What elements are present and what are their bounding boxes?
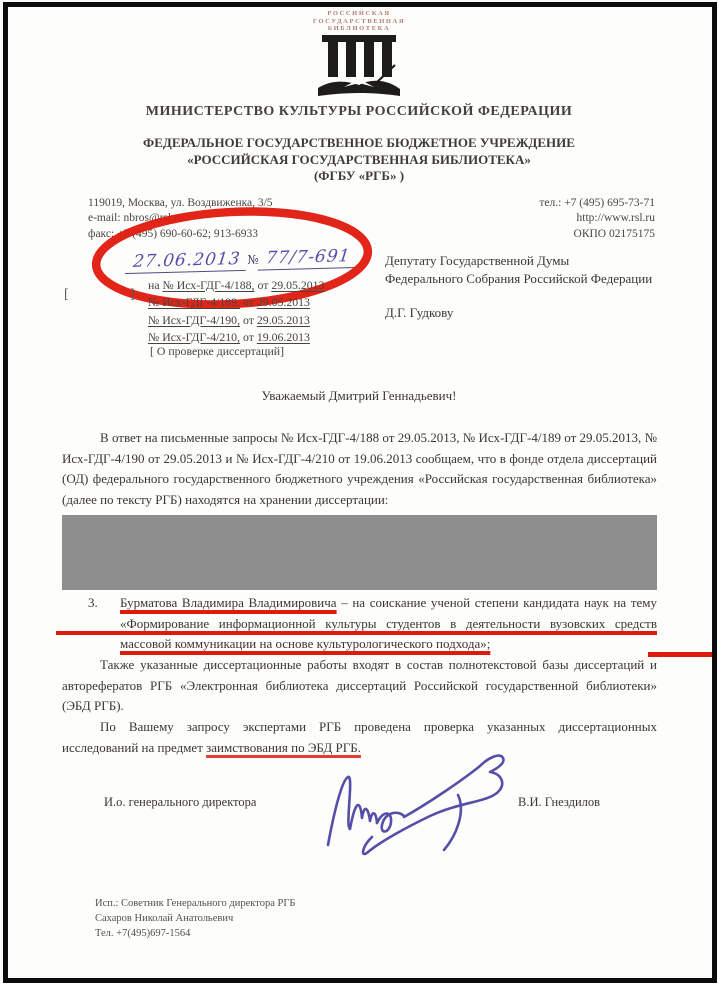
reference-line: № Исх-ГДГ-4/210, от 19.06.2013 — [148, 329, 310, 344]
fax-line: факс: +7 (495) 690-60-62; 913-6933 — [88, 227, 258, 240]
email-line: e-mail: nbros@rsl.ru — [88, 212, 184, 225]
paragraph-3-marked: заимствования по ЭБД РГБ. — [206, 739, 361, 755]
contact-block-right — [539, 196, 655, 242]
executor-position: Исп.: Советник Генерального директора РГБ — [95, 898, 296, 909]
phone-line: тел.: +7 (495) 695-73-71 — [539, 197, 655, 209]
signer-position: И.о. генерального директора — [104, 795, 257, 809]
paragraph-3-lead: По Вашему запросу экспертами РГБ проведена проверка указанных диссертационных исследований на предмет — [62, 719, 657, 755]
paragraph-1: В ответ на письменные запросы № Исх-ГДГ-4/188 от 29.05.2013, № Исх-ГДГ-4/189 от 29.05.2013, № Исх-ГДГ-4/190 от 29.05.2013 и № Исх-ГДГ-4/210 от 19.06.2013 сообщаем, что в фонде отдела диссертаций (ОД) федерального государственного бюджетного учреждения «Российская государственная библиотека» (далее по тексту РГБ) находятся на хранении диссертации: — [62, 430, 657, 508]
handwritten-registration-stamp — [126, 246, 358, 274]
paragraph-3 — [62, 717, 657, 758]
reference-line: № Исх-ГДГ-4/190, от 29.05.2013 — [148, 312, 310, 327]
dissertation-title: «Формирование информационной культуры студентов в деятельности вузовских средств массовой коммуникации на основе культурологического подхода»; — [120, 615, 657, 652]
rgb-logo — [0, 10, 718, 102]
executor-phone: Тел. +7(495)697-1564 — [95, 928, 191, 940]
incoming-references — [148, 277, 324, 346]
website-line: http://www.rsl.ru — [576, 212, 655, 225]
org-line-1: ФЕДЕРАЛЬНОЕ ГОСУДАРСТВЕННОЕ БЮДЖЕТНОЕ УЧРЕЖДЕНИЕ — [143, 135, 575, 150]
rgb-logo-caption — [0, 10, 718, 33]
item-number: 3. — [88, 594, 98, 610]
recipient-line-2: Федерального Собрания Российской Федерации — [385, 270, 653, 286]
paragraph-2: Также указанные диссертационные работы входят в состав полнотекстовой базы диссертаций и авторефератов РГБ «Электронная библиотека диссертаций Российской государственной библиотеки» (ЭБД РГБ). — [62, 656, 657, 714]
reference-line: № Исх-ГДГ-4/189, от 29.05.2013 — [148, 295, 310, 310]
reference-line: на № Исх-ГДГ-4/188, от 29.05.2013 — [148, 278, 325, 292]
number-sign: № — [247, 252, 259, 267]
left-bracket: [ — [64, 287, 69, 302]
ministry-title: МИНИСТЕРСТВО КУЛЬТУРЫ РОССИЙСКОЙ ФЕДЕРАЦИИ — [145, 104, 573, 119]
item-text: – на соискание ученой степени кандидата наук на тему — [336, 594, 657, 610]
right-bracket: ] — [130, 287, 135, 302]
okpo-line: ОКПО 02175175 — [573, 227, 655, 240]
redaction-block — [62, 515, 657, 590]
red-underline-annotation — [648, 652, 712, 657]
logo-caption-line: БИБЛИОТЕКА — [327, 25, 391, 32]
list-item-3 — [62, 593, 657, 655]
logo-caption-line: ГОСУДАРСТВЕННАЯ — [312, 17, 406, 25]
executor-footer — [95, 896, 295, 942]
organization-title — [0, 135, 718, 185]
recipient-line-1: Депутату Государственной Думы — [385, 253, 570, 268]
recipient-block — [385, 252, 652, 322]
handwritten-date: 27.06.2013 — [125, 249, 249, 274]
letter-body — [62, 428, 657, 758]
org-line-3: (ФГБУ «РГБ» ) — [313, 168, 405, 183]
logo-caption-line: РОССИЙСКАЯ — [327, 10, 391, 17]
subject-line: [ О проверке диссертаций] — [150, 344, 285, 358]
signature-ink — [308, 750, 520, 868]
dissertation-author-name: Бурматова Владимира Владимировича — [120, 594, 337, 610]
handwritten-number: 77/7-691 — [257, 246, 358, 271]
executor-name: Сахаров Николай Анатольевич — [95, 913, 234, 925]
salutation: Уважаемый Дмитрий Геннадьевич! — [261, 388, 457, 403]
postal-address: 119019, Москва, ул. Воздвиженка, 3/5 — [88, 197, 273, 209]
signer-name: В.И. Гнездилов — [518, 795, 601, 809]
org-line-2: «РОССИЙСКАЯ ГОСУДАРСТВЕННАЯ БИБЛИОТЕКА» — [187, 151, 531, 167]
contact-block-left — [88, 196, 273, 242]
library-columns-icon — [315, 35, 403, 97]
recipient-name: Д.Г. Гудкову — [385, 305, 454, 320]
